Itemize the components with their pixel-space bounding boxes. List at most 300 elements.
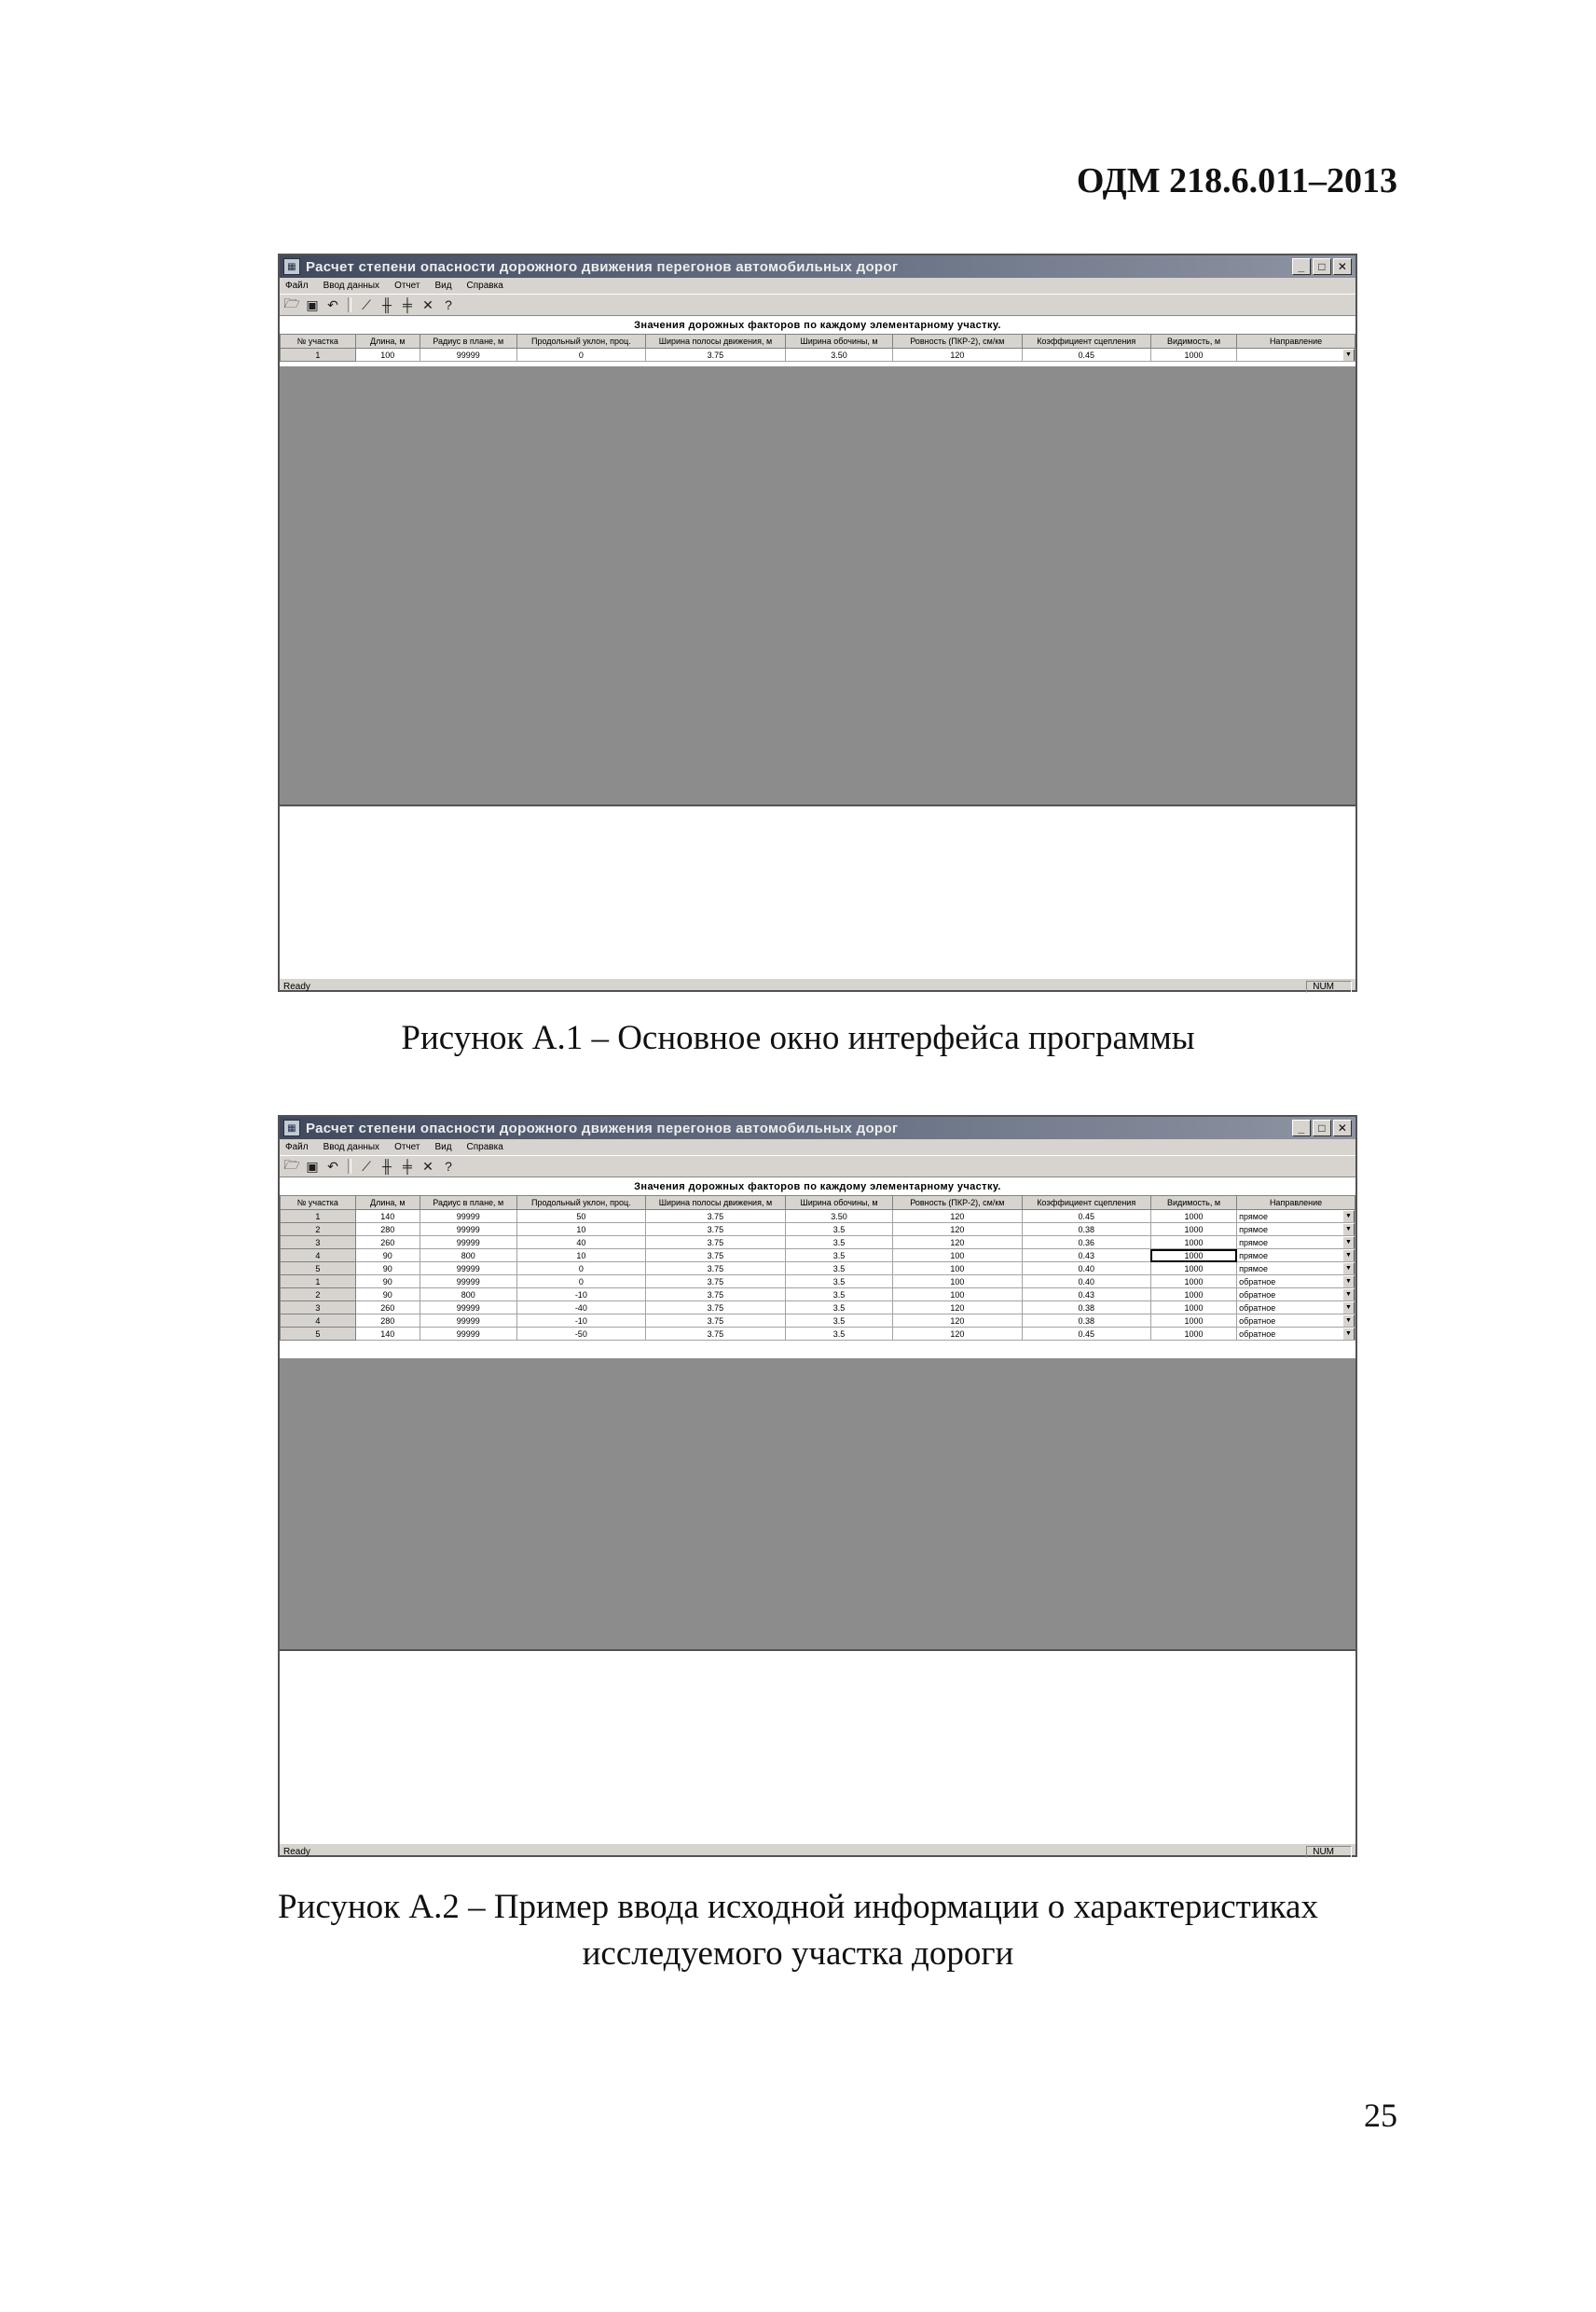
window-title: Расчет степени опасности дорожного движения перегонов автомобильных дорог (306, 258, 899, 275)
column-header[interactable]: № участка (281, 1196, 356, 1210)
cell-value: прямое (1239, 1250, 1268, 1260)
table-cell[interactable] (785, 1288, 892, 1301)
dropdown-arrow-icon[interactable]: ▼ (1342, 1328, 1355, 1341)
row-number-cell[interactable] (281, 1301, 356, 1314)
cell-value: 3.75 (707, 1263, 724, 1273)
column-header[interactable]: Коэффициент сцепления (1022, 335, 1150, 349)
app-icon: ▦ (283, 1120, 300, 1136)
table-cell[interactable] (1150, 1249, 1236, 1262)
table-cell[interactable] (355, 1314, 420, 1328)
cell-value: 1000 (1184, 350, 1204, 360)
dropdown-arrow-icon[interactable]: ▼ (1342, 1249, 1355, 1262)
table-cell[interactable] (516, 1314, 645, 1328)
table-cell[interactable] (355, 1275, 420, 1288)
cell-value: обратное (1239, 1315, 1276, 1326)
table-cell[interactable] (420, 1275, 516, 1288)
output-pane (280, 805, 1355, 978)
save-icon[interactable]: ▣ (306, 296, 319, 312)
table-cell[interactable] (1150, 1262, 1236, 1275)
close-button[interactable]: ✕ (1333, 1120, 1352, 1136)
table-row (281, 349, 1355, 362)
menu-view[interactable]: Вид (434, 281, 452, 291)
table-cell[interactable] (1022, 1210, 1150, 1223)
cell-value: 99999 (456, 1211, 480, 1221)
cell-value: 4 (315, 1315, 321, 1326)
cell-value: 99999 (456, 1302, 480, 1313)
column-header[interactable]: Ровность (ПКР-2), см/км (893, 1196, 1022, 1210)
table-cell[interactable] (893, 1314, 1022, 1328)
help-icon[interactable]: ? (445, 297, 452, 312)
cell-value: 120 (950, 1237, 965, 1247)
cell-value: 3.75 (707, 1224, 724, 1234)
direction-select[interactable] (1237, 1314, 1355, 1328)
dropdown-arrow-icon[interactable]: ▼ (1342, 1314, 1355, 1328)
chart-icon[interactable]: ⟋ (362, 1158, 371, 1174)
table-row (281, 1210, 1355, 1223)
cell-value: 0.43 (1078, 1289, 1094, 1300)
table-cell[interactable] (1150, 1314, 1236, 1328)
minimize-button[interactable]: _ (1292, 258, 1311, 275)
row-number-cell[interactable] (281, 349, 356, 362)
table-cell[interactable] (420, 1262, 516, 1275)
cell-value: 3.50 (831, 1211, 847, 1221)
cell-value: 3.5 (832, 1276, 846, 1287)
cell-value: прямое (1239, 1224, 1268, 1234)
table-cell[interactable] (355, 1249, 420, 1262)
table-cell[interactable] (355, 1301, 420, 1314)
table-cell[interactable] (785, 1301, 892, 1314)
row-number-cell[interactable] (281, 1288, 356, 1301)
table-cell[interactable] (355, 1328, 420, 1341)
table-cell[interactable] (516, 1275, 645, 1288)
direction-select[interactable] (1237, 1301, 1355, 1314)
direction-select[interactable] (1237, 1223, 1355, 1236)
cell-value: 99999 (456, 1263, 480, 1273)
cell-value: 1000 (1184, 1263, 1204, 1273)
table-cell[interactable] (420, 349, 516, 362)
table-title: Значения дорожных факторов по каждому элементарному участку. (280, 1177, 1355, 1195)
cell-value: 0.43 (1078, 1250, 1094, 1260)
table-cell[interactable] (1022, 1223, 1150, 1236)
table-cell[interactable] (516, 1328, 645, 1341)
column-header[interactable]: № участка (281, 335, 356, 349)
table-cell[interactable] (785, 349, 892, 362)
table-cell[interactable] (516, 1301, 645, 1314)
column-header[interactable]: Коэффициент сцепления (1022, 1196, 1150, 1210)
cell-value: 0 (578, 1263, 584, 1273)
cell-value: 90 (382, 1263, 392, 1273)
grid-body (281, 1210, 1355, 1341)
cell-value: 100 (950, 1289, 965, 1300)
table-cell[interactable] (355, 1236, 420, 1249)
status-bar (280, 1843, 1355, 1859)
cell-value: 3.5 (832, 1237, 846, 1247)
direction-select[interactable] (1237, 1275, 1355, 1288)
header-row (281, 1196, 1355, 1210)
cell-value: 50 (576, 1211, 586, 1221)
cell-value: 1000 (1184, 1276, 1204, 1287)
cell-value: 99999 (456, 1237, 480, 1247)
row-number-cell[interactable] (281, 1262, 356, 1275)
table-cell[interactable] (516, 1262, 645, 1275)
cell-value: 800 (461, 1289, 475, 1300)
app-window-figure-1 (278, 254, 1357, 992)
minimize-button[interactable]: _ (1292, 1120, 1311, 1136)
open-icon[interactable]: 🗁 (283, 1157, 300, 1172)
app-icon: ▦ (283, 258, 300, 275)
status-text: Ready (283, 981, 310, 992)
table-cell[interactable] (516, 1236, 645, 1249)
row-number-cell[interactable] (281, 1210, 356, 1223)
insert-row-icon[interactable]: ╫ (382, 1159, 392, 1174)
cell-value: 3.5 (832, 1328, 846, 1339)
undo-icon[interactable]: ↶ (327, 296, 338, 312)
table-cell[interactable] (785, 1223, 892, 1236)
dropdown-arrow-icon[interactable]: ▼ (1342, 349, 1355, 362)
cell-value: 40 (576, 1237, 586, 1247)
table-cell[interactable] (516, 1210, 645, 1223)
num-lock-indicator: NUM (1306, 1846, 1352, 1858)
direction-select[interactable] (1237, 1210, 1355, 1223)
dropdown-arrow-icon[interactable]: ▼ (1342, 1262, 1355, 1275)
direction-select[interactable] (1237, 1328, 1355, 1341)
table-cell[interactable] (355, 1223, 420, 1236)
cell-value: прямое (1239, 1263, 1268, 1273)
column-header[interactable]: Радиус в плане, м (420, 335, 516, 349)
direction-select[interactable] (1237, 1249, 1355, 1262)
empty-grid-area (280, 366, 1355, 805)
table-cell[interactable] (646, 1328, 786, 1341)
table-cell[interactable] (1022, 1301, 1150, 1314)
maximize-button[interactable]: □ (1313, 1120, 1331, 1136)
cell-value: 280 (380, 1315, 395, 1326)
cell-value: обратное (1239, 1328, 1276, 1339)
column-header[interactable]: Продольный уклон, проц. (516, 335, 645, 349)
cell-value: 3.75 (707, 350, 724, 360)
cell-value: 0.38 (1078, 1315, 1094, 1326)
title-bar (280, 255, 1355, 278)
close-button[interactable]: ✕ (1333, 258, 1352, 275)
table-cell[interactable] (646, 1275, 786, 1288)
table-cell[interactable] (646, 1262, 786, 1275)
table-cell[interactable] (355, 349, 420, 362)
table-cell[interactable] (893, 1262, 1022, 1275)
table-cell[interactable] (785, 1262, 892, 1275)
table-row (281, 1275, 1355, 1288)
cell-value: 90 (382, 1289, 392, 1300)
table-cell[interactable] (1022, 349, 1150, 362)
table-cell[interactable] (893, 1275, 1022, 1288)
column-header[interactable]: Ширина обочины, м (785, 335, 892, 349)
undo-icon[interactable]: ↶ (327, 1158, 338, 1174)
column-header[interactable]: Ширина обочины, м (785, 1196, 892, 1210)
cell-value: 0.40 (1078, 1263, 1094, 1273)
delete-row-icon[interactable]: ╪ (403, 297, 412, 312)
page-number: 25 (1364, 2097, 1397, 2134)
cell-value: 120 (950, 1224, 965, 1234)
table-cell[interactable] (420, 1223, 516, 1236)
table-cell[interactable] (1150, 1301, 1236, 1314)
table-cell[interactable] (1150, 1275, 1236, 1288)
table-cell[interactable] (1022, 1314, 1150, 1328)
insert-row-icon[interactable]: ╫ (382, 297, 392, 312)
table-cell[interactable] (646, 1314, 786, 1328)
cell-value: 120 (950, 1302, 965, 1313)
document-code: ОДМ 218.6.011–2013 (1076, 161, 1397, 200)
dropdown-arrow-icon[interactable]: ▼ (1342, 1288, 1355, 1301)
table-cell[interactable] (420, 1288, 516, 1301)
table-cell[interactable] (420, 1328, 516, 1341)
cell-value: 3 (315, 1302, 321, 1313)
cell-value: -50 (574, 1328, 587, 1339)
cell-value: 3.75 (707, 1328, 724, 1339)
table-cell[interactable] (355, 1210, 420, 1223)
menu-view[interactable]: Вид (434, 1142, 452, 1152)
status-text: Ready (283, 1846, 310, 1857)
table-cell[interactable] (1150, 1210, 1236, 1223)
table-cell[interactable] (893, 1301, 1022, 1314)
table-cell[interactable] (1022, 1236, 1150, 1249)
chart-icon[interactable]: ⟋ (362, 296, 371, 312)
cell-value: 1000 (1184, 1250, 1204, 1260)
table-row (281, 1262, 1355, 1275)
direction-select[interactable] (1237, 349, 1355, 362)
figure-2-caption-line-1: Рисунок А.2 – Пример ввода исходной информации о характеристиках (278, 1888, 1318, 1926)
menu-report[interactable]: Отчет (394, 281, 420, 291)
close-icon[interactable]: ✕ (422, 296, 433, 312)
status-bar (280, 978, 1355, 994)
table-cell[interactable] (516, 349, 645, 362)
cell-value: 3.75 (707, 1302, 724, 1313)
cell-value: 120 (950, 350, 965, 360)
menu-file[interactable]: Файл (285, 1142, 309, 1152)
cell-value: -10 (574, 1315, 587, 1326)
cell-value: 10 (576, 1224, 586, 1234)
table-cell[interactable] (893, 1249, 1022, 1262)
table-cell[interactable] (1150, 1288, 1236, 1301)
help-icon[interactable]: ? (445, 1159, 452, 1174)
row-number-cell[interactable] (281, 1275, 356, 1288)
table-cell[interactable] (646, 1288, 786, 1301)
save-icon[interactable]: ▣ (306, 1158, 319, 1174)
table-cell[interactable] (516, 1288, 645, 1301)
table-row (281, 1328, 1355, 1341)
cell-value: 99999 (456, 1315, 480, 1326)
table-cell[interactable] (646, 349, 786, 362)
cell-value: 5 (315, 1328, 321, 1339)
cell-value: 0 (578, 350, 584, 360)
table-cell[interactable] (1150, 349, 1236, 362)
cell-value: 120 (950, 1211, 965, 1221)
cell-value: 120 (950, 1315, 965, 1326)
empty-grid-area (280, 1358, 1355, 1649)
table-cell[interactable] (785, 1314, 892, 1328)
cell-value: 3 (315, 1237, 321, 1247)
cell-value: 3.75 (707, 1315, 724, 1326)
table-cell[interactable] (420, 1301, 516, 1314)
table-cell[interactable] (646, 1223, 786, 1236)
table-cell[interactable] (355, 1262, 420, 1275)
direction-select[interactable] (1237, 1236, 1355, 1249)
cell-value: 99999 (456, 1276, 480, 1287)
table-cell[interactable] (893, 1210, 1022, 1223)
column-header[interactable]: Длина, м (355, 335, 420, 349)
cell-value: 1000 (1184, 1289, 1204, 1300)
table-cell[interactable] (420, 1249, 516, 1262)
cell-value: 2 (315, 1289, 321, 1300)
table-row (281, 1288, 1355, 1301)
figure-2-caption-line-2: исследуемого участка дороги (582, 1934, 1014, 1973)
table-cell[interactable] (893, 1223, 1022, 1236)
cell-value: 0.38 (1078, 1224, 1094, 1234)
table-cell[interactable] (420, 1314, 516, 1328)
cell-value: -10 (574, 1289, 587, 1300)
delete-row-icon[interactable]: ╪ (403, 1159, 412, 1174)
cell-value: 3.5 (832, 1315, 846, 1326)
cell-value: 100 (380, 350, 395, 360)
column-header[interactable]: Радиус в плане, м (420, 1196, 516, 1210)
table-cell[interactable] (646, 1301, 786, 1314)
toolbar (280, 294, 1355, 316)
cell-value: 0.45 (1078, 1211, 1094, 1221)
menu-file[interactable]: Файл (285, 281, 309, 291)
cell-value: обратное (1239, 1276, 1276, 1287)
table-cell[interactable] (1022, 1288, 1150, 1301)
direction-select[interactable] (1237, 1262, 1355, 1275)
table-cell[interactable] (893, 1236, 1022, 1249)
table-row (281, 1236, 1355, 1249)
maximize-button[interactable]: □ (1313, 258, 1331, 275)
row-number-cell[interactable] (281, 1314, 356, 1328)
cell-value: -40 (574, 1302, 587, 1313)
table-cell[interactable] (893, 1328, 1022, 1341)
column-header[interactable]: Направление (1237, 335, 1355, 349)
cell-value: 3.5 (832, 1250, 846, 1260)
column-header[interactable]: Ширина полосы движения, м (646, 335, 786, 349)
cell-value: 800 (461, 1250, 475, 1260)
cell-value: 1 (315, 350, 321, 360)
cell-value: 0.40 (1078, 1276, 1094, 1287)
dropdown-arrow-icon[interactable]: ▼ (1342, 1223, 1355, 1236)
row-number-cell[interactable] (281, 1328, 356, 1341)
cell-value: 1000 (1184, 1315, 1204, 1326)
menu-bar (280, 278, 1355, 294)
window-title: Расчет степени опасности дорожного движения перегонов автомобильных дорог (306, 1120, 899, 1136)
table-cell[interactable] (893, 349, 1022, 362)
table-cell[interactable] (420, 1236, 516, 1249)
cell-value: 260 (380, 1302, 395, 1313)
table-cell[interactable] (1022, 1275, 1150, 1288)
table-cell[interactable] (785, 1249, 892, 1262)
table-cell[interactable] (355, 1288, 420, 1301)
column-header[interactable]: Видимость, м (1150, 335, 1236, 349)
table-cell[interactable] (420, 1210, 516, 1223)
column-header[interactable]: Продольный уклон, проц. (516, 1196, 645, 1210)
cell-value: 120 (950, 1328, 965, 1339)
column-header[interactable]: Ширина полосы движения, м (646, 1196, 786, 1210)
row-number-cell[interactable] (281, 1236, 356, 1249)
table-cell[interactable] (785, 1275, 892, 1288)
cell-value: 100 (950, 1276, 965, 1287)
table-cell[interactable] (516, 1249, 645, 1262)
table-cell[interactable] (1150, 1328, 1236, 1341)
cell-value: 3.50 (831, 350, 847, 360)
table-cell[interactable] (785, 1236, 892, 1249)
output-pane (280, 1649, 1355, 1843)
dropdown-arrow-icon[interactable]: ▼ (1342, 1210, 1355, 1223)
cell-value: 1000 (1184, 1328, 1204, 1339)
table-title: Значения дорожных факторов по каждому элементарному участку. (280, 316, 1355, 334)
table-cell[interactable] (1150, 1236, 1236, 1249)
table-cell[interactable] (646, 1249, 786, 1262)
dropdown-arrow-icon[interactable]: ▼ (1342, 1275, 1355, 1288)
cell-value: обратное (1239, 1289, 1276, 1300)
cell-value: 280 (380, 1224, 395, 1234)
close-icon[interactable]: ✕ (422, 1158, 433, 1174)
cell-value: прямое (1239, 1237, 1268, 1247)
cell-value: 3.5 (832, 1289, 846, 1300)
table-cell[interactable] (1150, 1223, 1236, 1236)
cell-value: 0.36 (1078, 1237, 1094, 1247)
menu-help[interactable]: Справка (466, 1142, 503, 1152)
menu-data-input[interactable]: Ввод данных (323, 281, 380, 291)
toolbar (280, 1155, 1355, 1177)
column-header[interactable]: Длина, м (355, 1196, 420, 1210)
cell-value: прямое (1239, 1211, 1268, 1221)
title-bar (280, 1117, 1355, 1139)
cell-value: 1000 (1184, 1224, 1204, 1234)
cell-value: 1 (315, 1211, 321, 1221)
cell-value: 1000 (1184, 1237, 1204, 1247)
table-cell[interactable] (1022, 1328, 1150, 1341)
dropdown-arrow-icon[interactable]: ▼ (1342, 1236, 1355, 1249)
cell-value: 3.5 (832, 1263, 846, 1273)
cell-value: 0.38 (1078, 1302, 1094, 1313)
column-header[interactable]: Направление (1237, 1196, 1355, 1210)
table-cell[interactable] (1022, 1249, 1150, 1262)
table-row (281, 1249, 1355, 1262)
cell-value: 1000 (1184, 1211, 1204, 1221)
column-header[interactable]: Видимость, м (1150, 1196, 1236, 1210)
row-number-cell[interactable] (281, 1223, 356, 1236)
table-cell[interactable] (893, 1288, 1022, 1301)
table-row (281, 1223, 1355, 1236)
table-cell[interactable] (646, 1236, 786, 1249)
cell-value: 0.45 (1078, 350, 1094, 360)
column-header[interactable]: Ровность (ПКР-2), см/км (893, 335, 1022, 349)
app-window-figure-2 (278, 1115, 1357, 1857)
menu-help[interactable]: Справка (466, 281, 503, 291)
table-cell[interactable] (785, 1210, 892, 1223)
table-cell[interactable] (516, 1223, 645, 1236)
open-icon[interactable]: 🗁 (283, 296, 300, 310)
header-row (281, 335, 1355, 349)
cell-value: 100 (950, 1263, 965, 1273)
cell-value: 140 (380, 1211, 395, 1221)
table-cell[interactable] (785, 1328, 892, 1341)
direction-select[interactable] (1237, 1288, 1355, 1301)
figure-1-caption: Рисунок А.1 – Основное окно интерфейса программы (401, 1019, 1195, 1057)
dropdown-arrow-icon[interactable]: ▼ (1342, 1301, 1355, 1314)
menu-report[interactable]: Отчет (394, 1142, 420, 1152)
row-number-cell[interactable] (281, 1249, 356, 1262)
table-cell[interactable] (646, 1210, 786, 1223)
menu-data-input[interactable]: Ввод данных (323, 1142, 380, 1152)
grid-body (281, 349, 1355, 362)
cell-value: 3.5 (832, 1302, 846, 1313)
menu-bar (280, 1139, 1355, 1155)
table-cell[interactable] (1022, 1262, 1150, 1275)
